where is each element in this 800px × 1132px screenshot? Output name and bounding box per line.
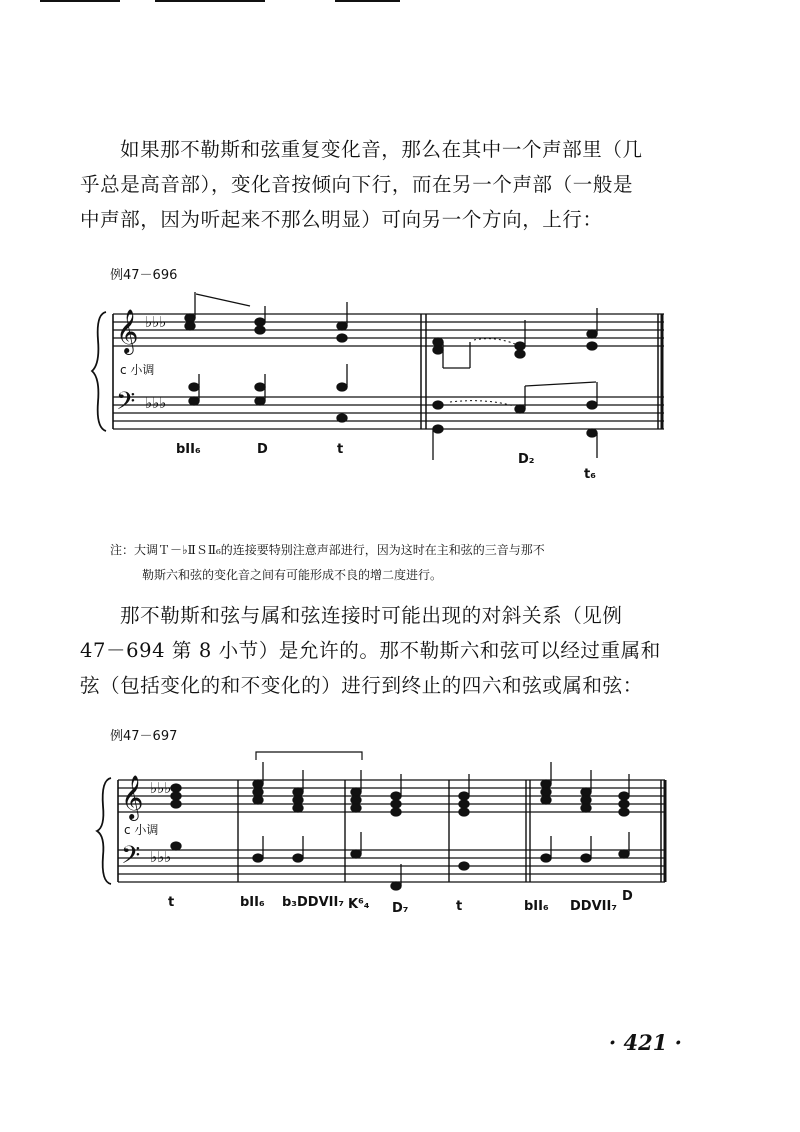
example-2-numeral-8: DDVII₇ xyxy=(570,899,618,914)
paragraph-1-line-1: 如果那不勒斯和弦重复变化音，那么在其中一个声部里（几 xyxy=(120,138,643,161)
example-2-label: 例47－697 xyxy=(110,729,178,744)
example-2-numeral-4: K⁶₄ xyxy=(348,897,370,912)
example-1-score xyxy=(0,290,800,490)
svg-text:𝄞: 𝄞 xyxy=(116,309,139,353)
example-2-numeral-3: b₃DDVII₇ xyxy=(282,895,345,910)
example-2-numeral-6: t xyxy=(456,899,463,914)
top-rule-3 xyxy=(335,0,400,2)
example-2-numeral-7: bII₆ xyxy=(524,899,549,914)
example-1-numeral-5: t₆ xyxy=(584,467,596,482)
example-2-numeral-9: D xyxy=(622,889,633,904)
svg-text:♭♭♭: ♭♭♭ xyxy=(145,394,167,412)
top-rule-2 xyxy=(155,0,265,2)
example-2-key-label: c 小调 xyxy=(124,823,159,837)
paragraph-2-line-3: 弦（包括变化的和不变化的）进行到终止的四六和弦或属和弦： xyxy=(80,674,643,697)
footnote-line-2: 勒斯六和弦的变化音之间有可能形成不良的增二度进行。 xyxy=(142,568,443,582)
example-2-numeral-2: bII₆ xyxy=(240,895,265,910)
example-1-numeral-1: bII₆ xyxy=(176,442,201,457)
paragraph-2-line-2: 47－694 第 8 小节）是允许的。那不勒斯六和弦可以经过重属和 xyxy=(80,639,661,662)
svg-text:𝄞: 𝄞 xyxy=(121,775,144,819)
example-1-key-label: c 小调 xyxy=(120,363,155,377)
svg-text:♭♭♭: ♭♭♭ xyxy=(145,313,167,331)
example-2-numeral-1: t xyxy=(168,895,175,910)
footnote-line-1: 注：大调Ｔ－♭ⅡＳⅡ₆的连接要特别注意声部进行，因为这时在主和弦的三音与那不 xyxy=(110,543,545,557)
footnote xyxy=(110,538,710,588)
paragraph-2 xyxy=(80,598,720,703)
paragraph-2-line-1: 那不勒斯和弦与属和弦连接时可能出现的对斜关系（见例 xyxy=(120,604,623,627)
example-1-numeral-2: D xyxy=(257,442,268,457)
top-rule-1 xyxy=(40,0,120,2)
svg-text:𝄢: 𝄢 xyxy=(116,387,136,422)
svg-text:𝄢: 𝄢 xyxy=(121,841,141,876)
example-1-numeral-3: t xyxy=(337,442,344,457)
example-2-numeral-5: D₇ xyxy=(392,901,409,916)
example-2-score xyxy=(0,750,800,930)
paragraph-1-line-2: 乎总是高音部），变化音按倾向下行，而在另一个声部（一般是 xyxy=(80,173,634,196)
page-number: · 421 · xyxy=(608,1030,682,1055)
svg-text:♭♭♭: ♭♭♭ xyxy=(150,779,172,797)
svg-text:♭♭♭: ♭♭♭ xyxy=(150,848,172,866)
paragraph-1-line-3: 中声部，因为听起来不那么明显）可向另一个方向，上行： xyxy=(80,208,603,231)
paragraph-1 xyxy=(80,132,720,237)
example-1-label: 例47－696 xyxy=(110,268,178,283)
example-1-numeral-4: D₂ xyxy=(518,452,535,467)
